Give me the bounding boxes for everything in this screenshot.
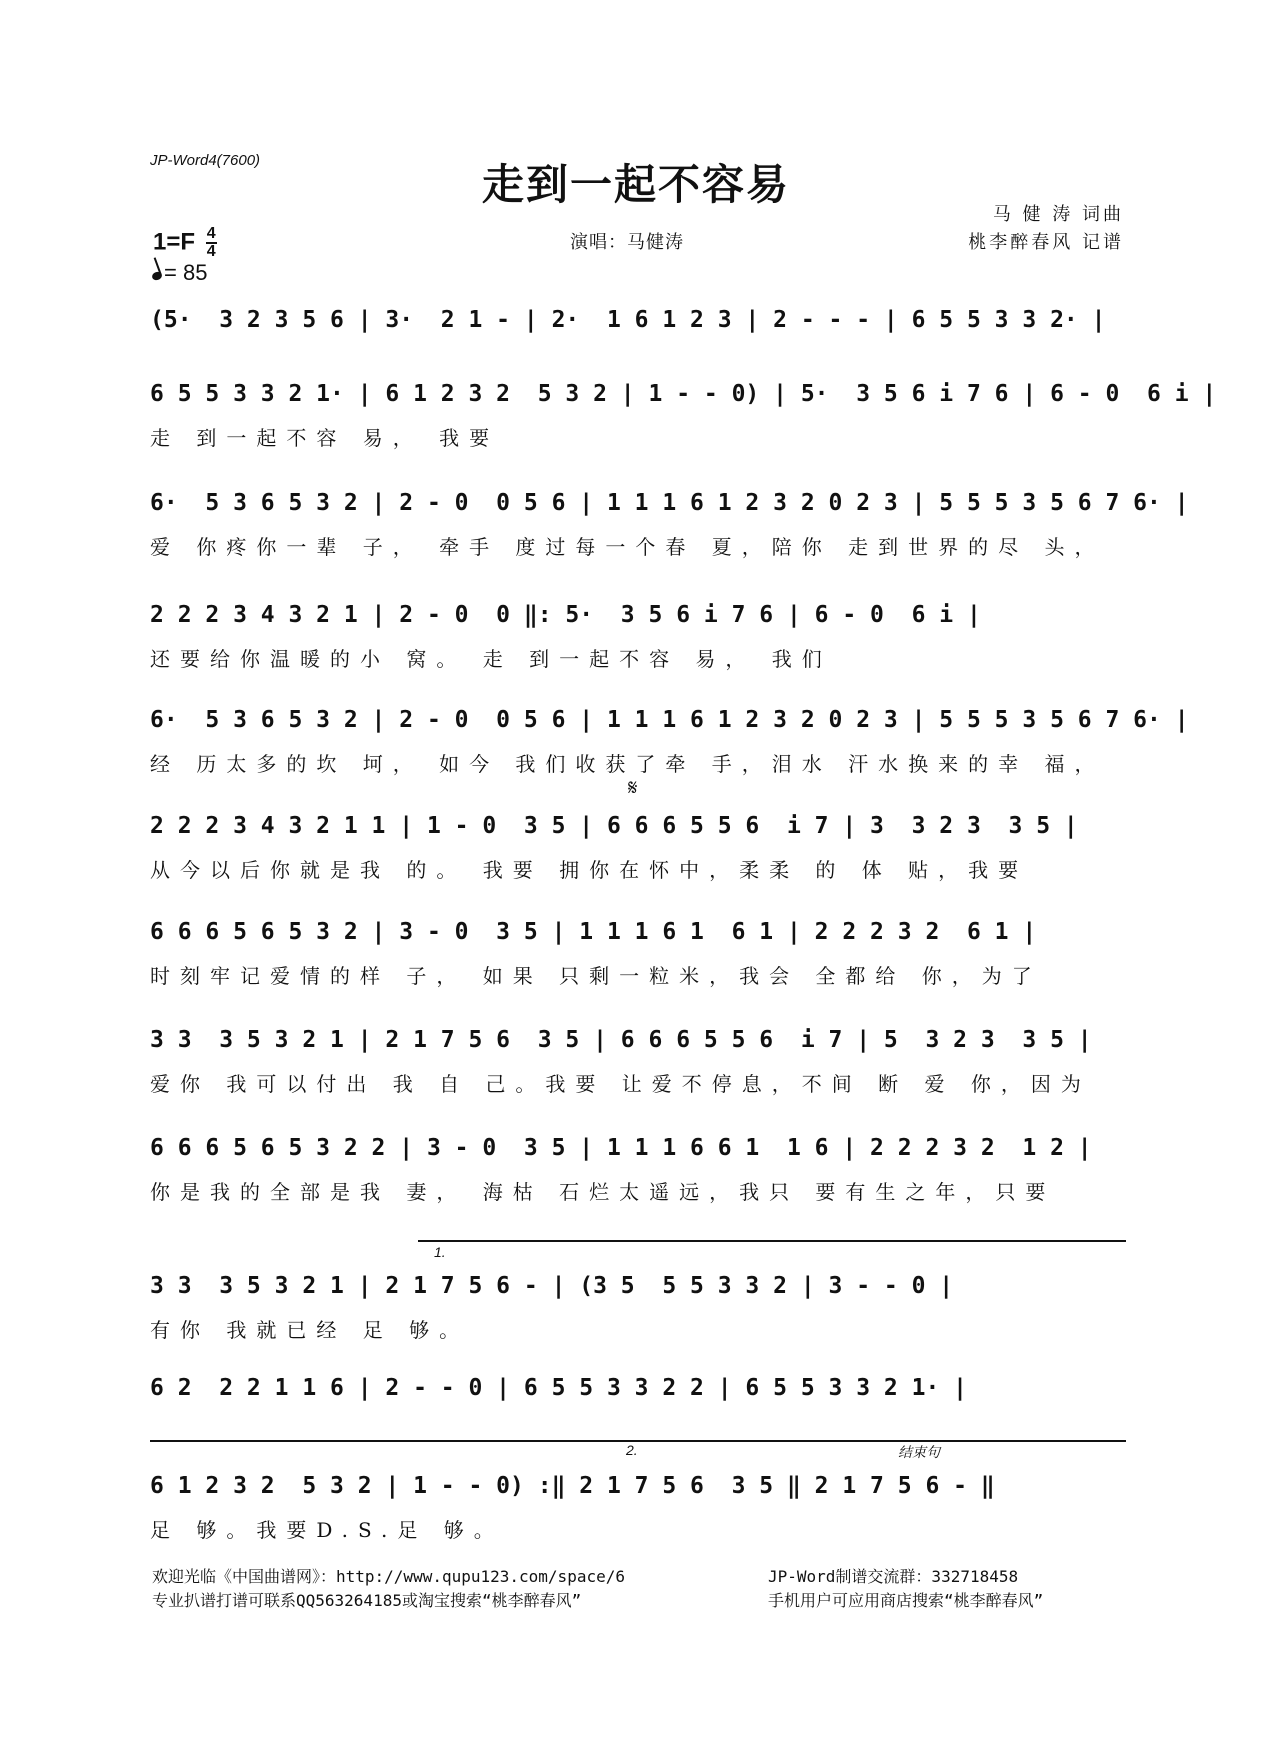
score-line-9 — [150, 1128, 1125, 1248]
software-label: JP-Word4(7600) — [150, 152, 261, 169]
notes-line-5: 6· 5 3 6 5 3 2 | 2 - 0 0 5 6 | 1 1 1 6 1 2 3 2 0 2 3 | 5 5 5 3 5 6 7 6· | — [150, 707, 1189, 733]
quarter-note-icon — [151, 271, 163, 282]
segno-sign: 𝄋 — [628, 776, 638, 801]
notes-line-9: 6 6 6 5 6 5 3 2 2 | 3 - 0 3 5 | 1 1 1 6 6 1 1 6 | 2 2 2 3 2 1 2 | — [150, 1135, 1092, 1161]
tempo-value: = 85 — [164, 260, 208, 285]
time-numerator: 4 — [206, 225, 216, 242]
time-signature — [206, 226, 217, 260]
lyrics-line-7: 时刻牢记爱情的样 子， 如果 只剩一粒米，我会 全都给 你，为了 — [150, 964, 1042, 988]
notes-line-10: 3 3 3 5 3 2 1 | 2 1 7 5 6 - | (3 5 5 5 3 3 2 | 3 - - 0 | — [150, 1273, 954, 1299]
lyrics-line-12: 足 够。我要D.S.足 够。 — [150, 1518, 504, 1542]
key-label: 1=F — [153, 228, 196, 256]
volta-1-line — [418, 1240, 1126, 1242]
lyrics-line-3: 爱 你疼你一辈 子， 牵手 度过每一个春 夏，陪你 走到世界的尽 头， — [150, 535, 1105, 559]
song-title: 走到一起不容易 — [481, 160, 790, 209]
notes-line-8: 3 3 3 5 3 2 1 | 2 1 7 5 6 3 5 | 6 6 6 5 5 6 i 7 | 5 3 2 3 3 5 | — [150, 1027, 1092, 1053]
footer-mobile: 手机用户可应用商店搜索“桃李醉春风” — [768, 1591, 1044, 1610]
lyrics-line-9: 你是我的全部是我 妻， 海枯 石烂太遥远，我只 要有生之年，只要 — [150, 1180, 1056, 1204]
score-line-4 — [150, 595, 1125, 715]
footer-group: JP-Word制谱交流群：332718458 — [768, 1567, 1019, 1586]
composer-credit: 马 健 涛 词曲 — [992, 204, 1124, 225]
notes-line-12: 6 1 2 3 2 5 3 2 | 1 - - 0) :‖ 2 1 7 5 6 3 5 ‖ 2 1 7 5 6 - ‖ — [150, 1473, 995, 1499]
notes-line-7: 6 6 6 5 6 5 3 2 | 3 - 0 3 5 | 1 1 1 6 1 6 1 | 2 2 2 3 2 6 1 | — [150, 919, 1037, 945]
notes-line-11: 6 2 2 2 1 1 6 | 2 - - 0 | 6 5 5 3 3 2 2 | 6 5 5 3 3 2 1· | — [150, 1375, 967, 1401]
tempo-marking — [152, 260, 207, 286]
notes-line-6: 2 2 2 3 4 3 2 1 1 | 1 - 0 3 5 | 6 6 6 5 5 6 i 7 | 3 3 2 3 3 5 | — [150, 813, 1078, 839]
ending-phrase-label: 结束句 — [898, 1444, 940, 1460]
singer-credit: 演唱：马健涛 — [570, 232, 684, 253]
volta-2-label: 2. — [626, 1442, 638, 1458]
lyrics-line-6: 从今以后你就是我 的。 我要 拥你在怀中，柔柔 的 体 贴，我要 — [150, 858, 1029, 882]
volta-1-label: 1. — [434, 1244, 446, 1260]
lyrics-line-4: 还要给你温暖的小 窝。 走 到一起不容 易， 我们 — [150, 647, 832, 671]
transcriber-credit: 桃李醉春风 记谱 — [968, 232, 1124, 253]
score-line-3 — [150, 483, 1189, 603]
lyrics-line-8: 爱你 我可以付出 我 自 己。我要 让爱不停息，不间 断 爱 你，因为 — [150, 1072, 1091, 1096]
lyrics-line-2: 走 到一起不容 易， 我要 — [150, 426, 500, 450]
score-line-2 — [150, 374, 1217, 494]
footer-website: 欢迎光临《中国曲谱网》：http://www.qupu123.com/space/6 — [152, 1567, 625, 1586]
key-signature — [153, 226, 217, 260]
notes-line-2: 6 5 5 3 3 2 1· | 6 1 2 3 2 5 3 2 | 1 - - 0) | 5· 3 5 6 i 7 6 | 6 - 0 6 i | — [150, 381, 1217, 407]
notes-line-4: 2 2 2 3 4 3 2 1 | 2 - 0 0 ‖: 5· 3 5 6 i 7 6 | 6 - 0 6 i | — [150, 602, 981, 628]
notes-line-1: (5· 3 2 3 5 6 | 3· 2 1 - | 2· 1 6 1 2 3 | 2 - - - | 6 5 5 3 3 2· | — [150, 307, 1106, 333]
lyrics-line-5: 经 历太多的坎 坷， 如今 我们收获了牵 手，泪水 汗水换来的幸 福， — [150, 752, 1105, 776]
footer-contact: 专业扒谱打谱可联系QQ563264185或淘宝搜索“桃李醉春风” — [152, 1591, 582, 1610]
notes-line-3: 6· 5 3 6 5 3 2 | 2 - 0 0 5 6 | 1 1 1 6 1 2 3 2 0 2 3 | 5 5 5 3 5 6 7 6· | — [150, 490, 1189, 516]
time-denominator: 4 — [206, 243, 216, 260]
score-line-5 — [150, 700, 1189, 820]
score-line-6 — [150, 806, 1125, 926]
score-line-8 — [150, 1020, 1125, 1140]
score-line-7 — [150, 912, 1125, 1032]
volta-line-top — [150, 1440, 1126, 1442]
lyrics-line-10: 有你 我就已经 足 够。 — [150, 1318, 470, 1342]
